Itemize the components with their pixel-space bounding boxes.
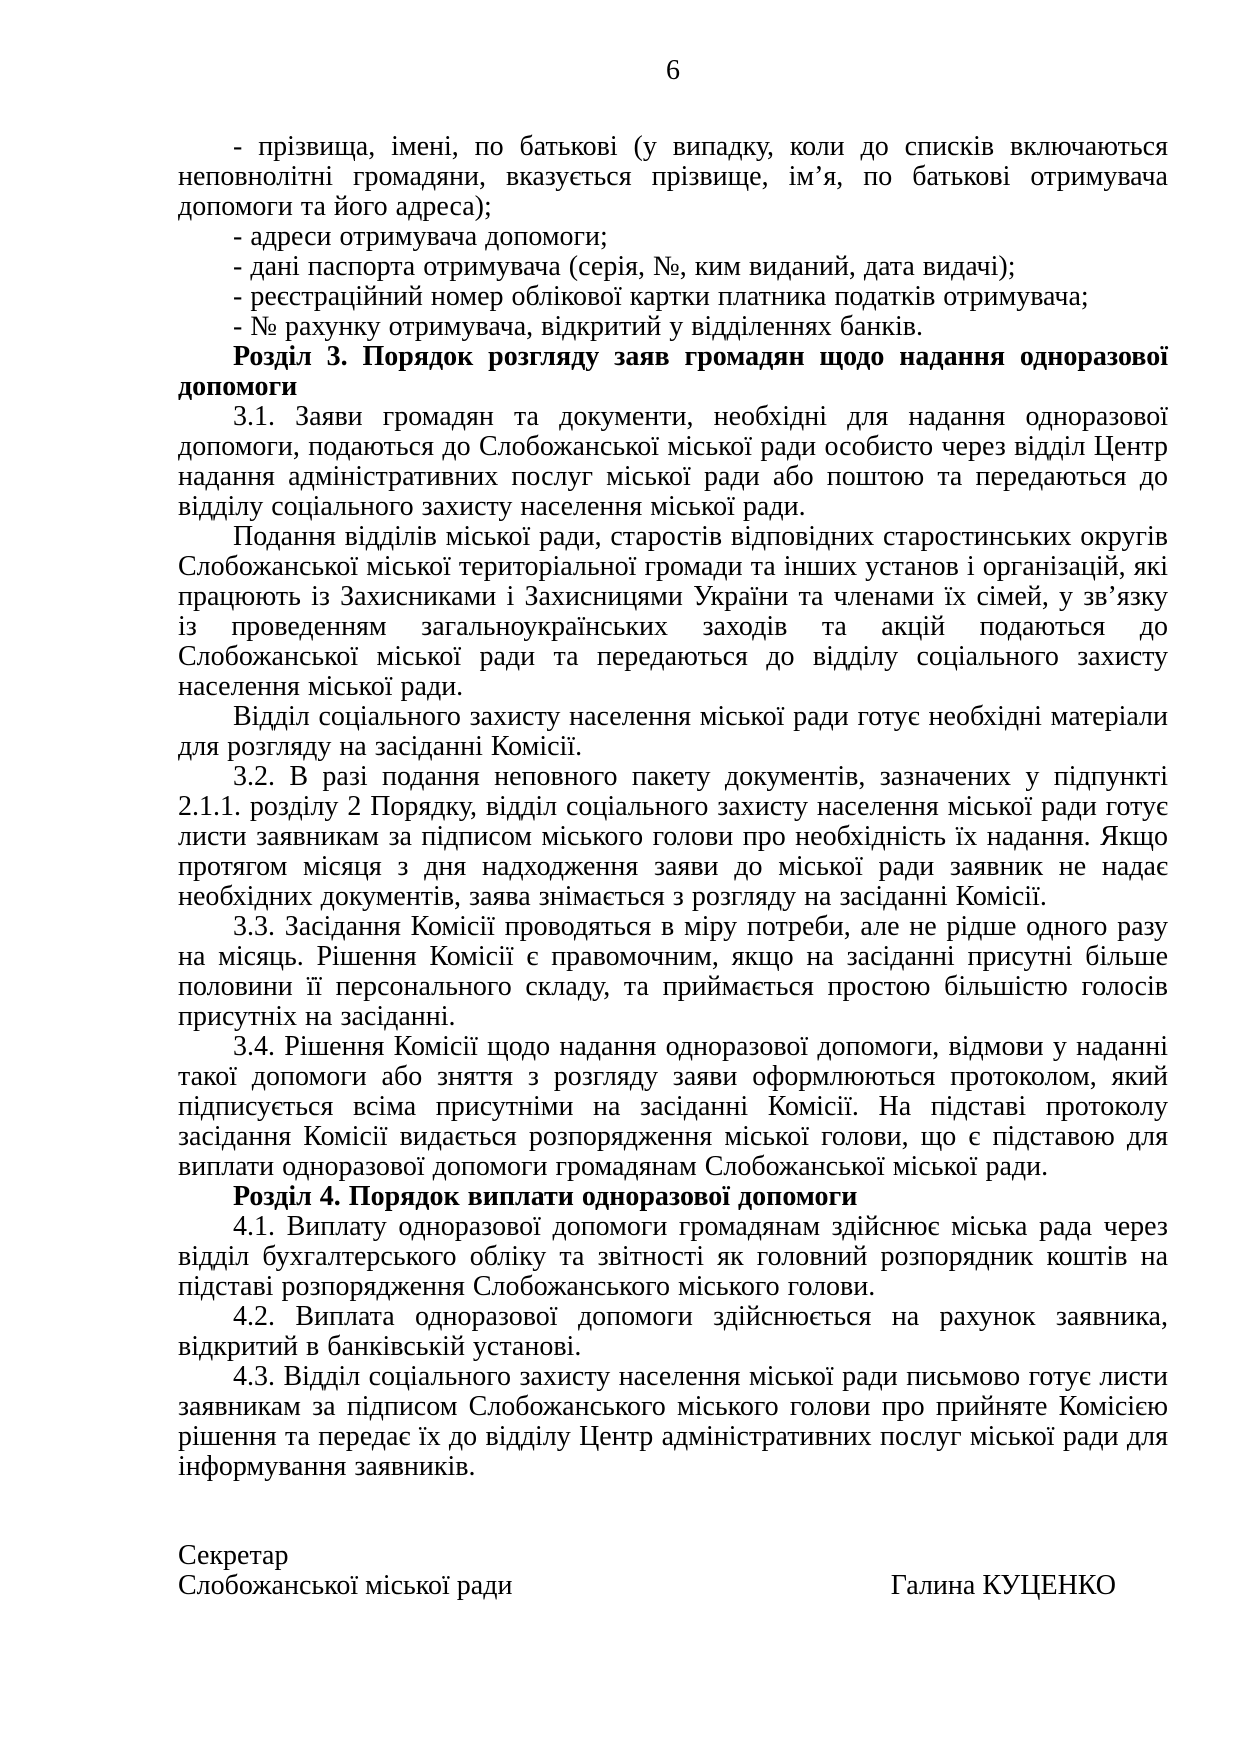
paragraph-4-2: 4.2. Виплата одноразової допомоги здійснюється на рахунок заявника, відкритий в банківській установі.: [178, 1301, 1168, 1362]
signature-role-line-2: Слобожанської міської ради: [178, 1570, 513, 1601]
paragraph-3-2: 3.2. В разі подання неповного пакету документів, зазначених у підпункті 2.1.1. розділу 2 Порядку, відділ соціального захисту населення міської ради готує листи заявникам за підписом міського голови про необхідність їх надання. Якщо протягом місяця з дня надходження заяви до міської ради заявник не надає необхідних документів, заява знімається з розгляду на засіданні Комісії.: [178, 761, 1168, 912]
list-item: - прізвища, імені, по батькові (у випадку, коли до списків включаються неповнолітні громадяни, вказується прізвище, ім’я, по батькові отримувача допомоги та його адреса);: [178, 131, 1168, 222]
paragraph-4-1: 4.1. Виплату одноразової допомоги громадянам здійснює міська рада через відділ бухгалтерського обліку та звітності як головний розпорядник коштів на підставі розпорядження Слобожанського міського голови.: [178, 1211, 1168, 1302]
list-item: - реєстраційний номер облікової картки платника податків отримувача;: [233, 281, 1089, 312]
list-item: - № рахунку отримувача, відкритий у відділеннях банків.: [233, 311, 923, 342]
paragraph-3-3: 3.3. Засідання Комісії проводяться в міру потреби, але не рідше одного разу на місяць. Рішення Комісії є правомочним, якщо на засіданні присутні більше половини її персонального складу, та приймається простою більшістю голосів присутніх на засіданні.: [178, 911, 1168, 1032]
section-3-body: [178, 402, 1168, 1182]
paragraph-podannya: Подання відділів міської ради, старостів відповідних старостинських округів Слобожанської міської територіальної громади та інших установ і організацій, які працюють із Захисниками і Захисницями України та членами їх сімей, у зв’язку із проведенням загальноукраїнських заходів та акцій подаються до Слобожанської міської ради та передаються до відділу соціального захисту населення міської ради.: [178, 521, 1168, 702]
list-item: - адреси отримувача допомоги;: [233, 221, 608, 252]
section-3-heading: Розділ 3. Порядок розгляду заяв громадян щодо надання одноразової допомоги: [178, 341, 1168, 402]
section-4-body: [178, 1212, 1168, 1482]
signature-row: [178, 1571, 1168, 1601]
paragraph-4-3: 4.3. Відділ соціального захисту населення міської ради письмово готує листи заявникам за підписом Слобожанського міського голови про прийняте Комісією рішення та передає їх до відділу Центр адміністративних послуг міської ради для інформування заявників.: [178, 1361, 1168, 1482]
list-item: - дані паспорта отримувача (серія, №, ким виданий, дата видачі);: [233, 251, 1016, 282]
signature-block: [178, 1541, 1168, 1601]
paragraph-viddil: Відділ соціального захисту населення міської ради готує необхідні матеріали для розгляду на засіданні Комісії.: [178, 701, 1168, 762]
section-4-heading: Розділ 4. Порядок виплати одноразової допомоги: [233, 1181, 858, 1212]
paragraph-3-4: 3.4. Рішення Комісії щодо надання одноразової допомоги, відмови у наданні такої допомоги або зняття з розгляду заяви оформлюються протоколом, який підписується всіма присутніми на засіданні Комісії. На підставі протоколу засідання Комісії видається розпорядження міської голови, що є підставою для виплати одноразової допомоги громадянам Слобожанської міської ради.: [178, 1031, 1168, 1182]
paragraph-3-1: 3.1. Заяви громадян та документи, необхідні для надання одноразової допомоги, подаються до Слобожанської міської ради особисто через відділ Центр надання адміністративних послуг міської ради або поштою та передаються до відділу соціального захисту населення міської ради.: [178, 401, 1168, 522]
signature-role-line-1: Секретар: [178, 1540, 289, 1571]
requisites-list: [178, 132, 1168, 342]
page-number: 6: [666, 55, 680, 86]
signature-name: Галина КУЦЕНКО: [890, 1570, 1116, 1601]
